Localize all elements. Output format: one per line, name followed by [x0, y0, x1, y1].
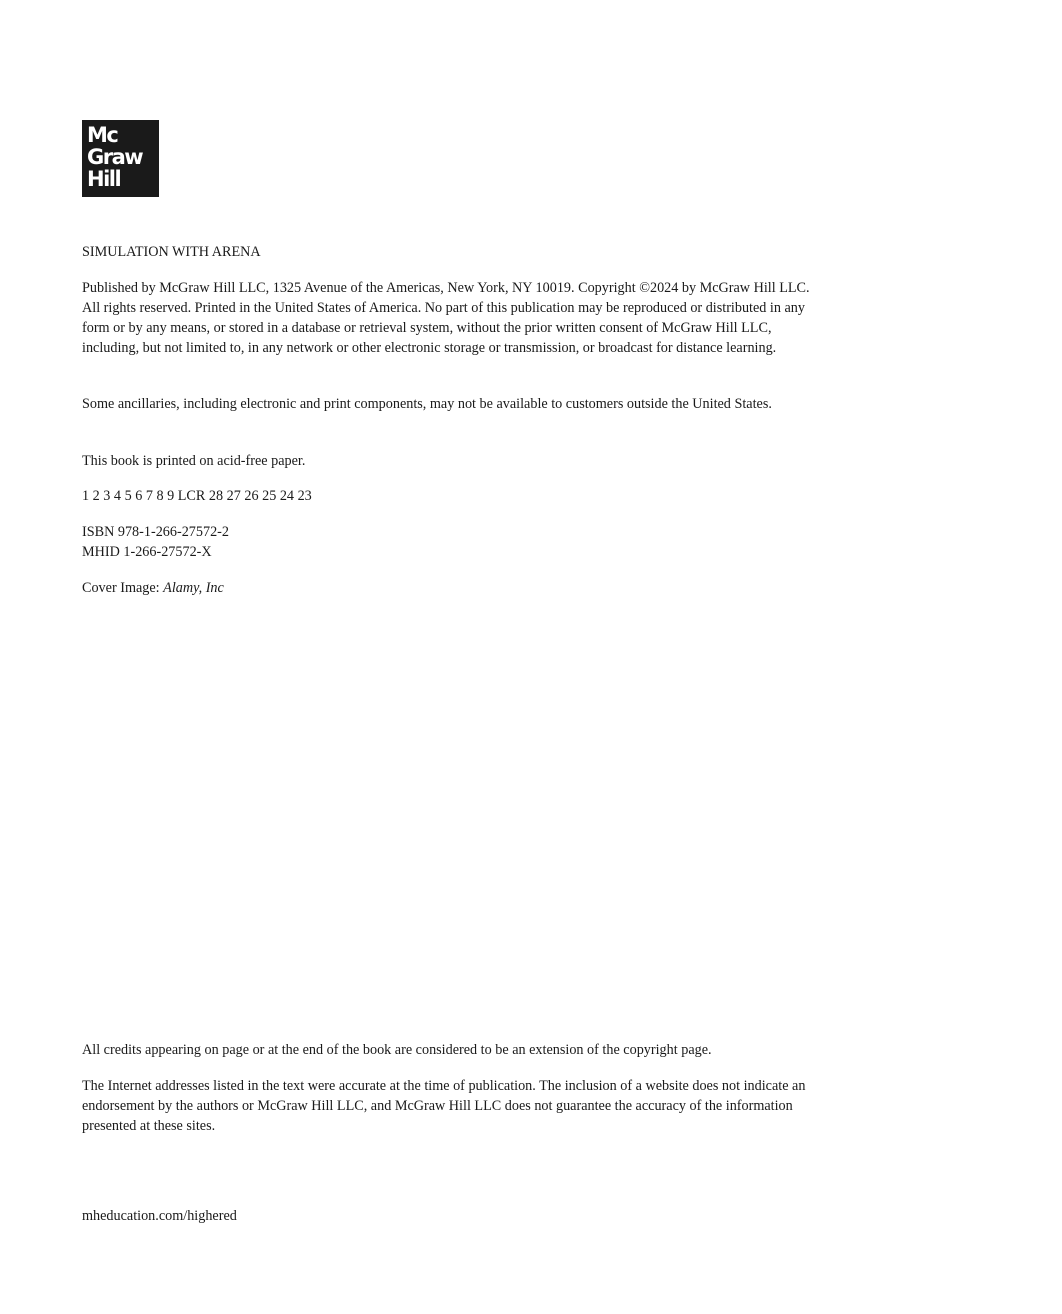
cover-image-source: Alamy, Inc [163, 580, 224, 596]
ancillaries-notice: Some ancillaries, including electronic and print components, may not be available to customers outside the United States. [82, 396, 772, 412]
isbn-block [82, 522, 812, 562]
mhid: MHID 1-266-27572-X [82, 544, 212, 560]
credits-notice: All credits appearing on page or at the end of the book are considered to be an extension of the copyright page. [82, 1042, 712, 1058]
paper-notice: This book is printed on acid-free paper. [82, 453, 306, 469]
logo-line-graw: Graw [87, 145, 143, 169]
cover-image-label: Cover Image: [82, 580, 164, 596]
logo-line-hill: Hill [87, 167, 121, 191]
mcgraw-hill-logo [82, 120, 159, 197]
internet-notice: The Internet addresses listed in the text were accurate at the time of publication. The inclusion of a website does not indicate an endorsement by the authors or McGraw Hill LLC, and McGraw Hill LLC does not guarantee the accuracy of the information presented at these sites. [82, 1078, 806, 1134]
logo-line-mc: Mc [87, 123, 118, 147]
cover-image-credit [82, 578, 812, 598]
publisher-notice: Published by McGraw Hill LLC, 1325 Avenue of the Americas, New York, NY 10019. Copyright ©2024 by McGraw Hill LLC. All rights reserved. Printed in the United States of America. No part of this publication may be reproduced or distributed in any form or by any means, or stored in a database or retrieval system, without the prior written consent of McGraw Hill LLC, including, but not limited to, in any network or other electronic storage or transmission, or broadcast for distance learning. [82, 280, 810, 356]
isbn: ISBN 978-1-266-27572-2 [82, 524, 229, 540]
printing-line: 1 2 3 4 5 6 7 8 9 LCR 28 27 26 25 24 23 [82, 488, 312, 504]
website-link[interactable]: mheducation.com/highered [82, 1208, 237, 1224]
book-title: SIMULATION WITH ARENA [82, 244, 261, 260]
